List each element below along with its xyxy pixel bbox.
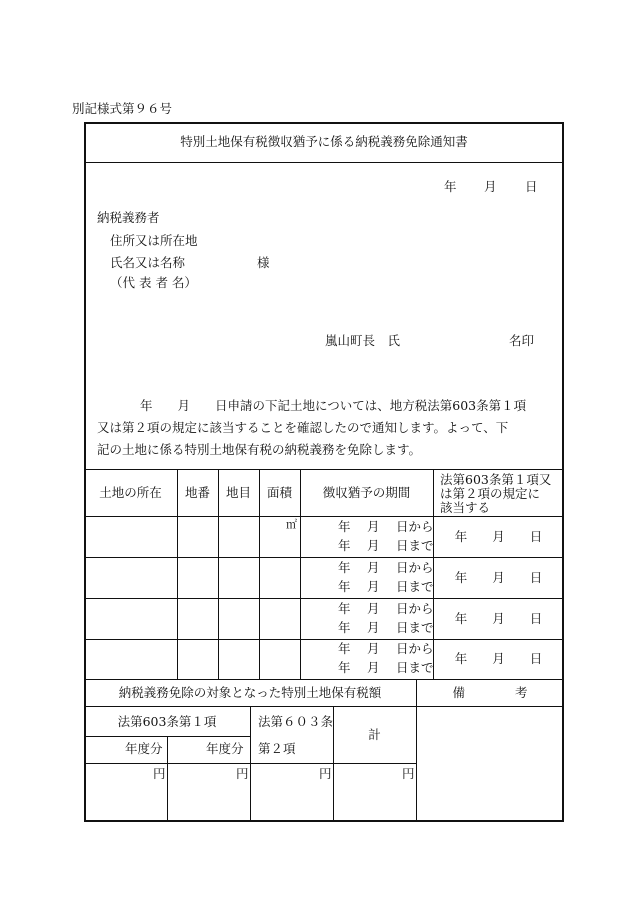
yen-unit: 円 bbox=[236, 766, 249, 781]
header-applicable-1: 法第603条第１項又 bbox=[440, 472, 552, 487]
article-603-2-line1: 法第６０３条 bbox=[258, 714, 334, 729]
header-deferral-period: 徴収猶予の期間 bbox=[322, 485, 411, 500]
date-year-label: 年 bbox=[444, 179, 457, 194]
table-rule bbox=[300, 469, 301, 679]
header-land-category: 地目 bbox=[225, 485, 251, 500]
header-lot-number: 地番 bbox=[184, 485, 210, 500]
date-month-label: 月 bbox=[484, 179, 497, 194]
article-603-2-line2: 第２項 bbox=[258, 741, 296, 756]
period-to: 年 月 日まで bbox=[338, 620, 434, 635]
period-to: 年 月 日まで bbox=[338, 538, 434, 553]
fiscal-year-a: 年度分 bbox=[125, 741, 163, 756]
total-header: 計 bbox=[368, 727, 381, 742]
body-line-2: 又は第２項の規定に該当することを確認したので通知します。よって、下 bbox=[97, 420, 509, 435]
table-rule bbox=[333, 706, 334, 822]
period-from: 年 月 日から bbox=[338, 601, 434, 616]
address-label: 住所又は所在地 bbox=[110, 233, 198, 248]
body-line-1: 年 月 日申請の下記土地については、地方税法第603条第１項 bbox=[140, 398, 527, 413]
fiscal-year-b: 年度分 bbox=[206, 741, 244, 756]
period-to: 年 月 日まで bbox=[338, 660, 434, 675]
table-rule bbox=[259, 469, 260, 679]
header-applicable-2: は第２項の規定に bbox=[440, 486, 541, 501]
area-unit: ㎡ bbox=[286, 518, 297, 531]
document-title: 特別土地保有税徴収猶予に係る納税義務免除通知書 bbox=[180, 134, 468, 149]
table-rule bbox=[84, 557, 564, 558]
table-rule bbox=[84, 469, 564, 470]
honorific-sama: 様 bbox=[257, 255, 270, 270]
name-label: 氏名又は名称 bbox=[110, 255, 186, 270]
table-rule bbox=[416, 679, 417, 822]
table-rule bbox=[84, 679, 564, 680]
table-rule bbox=[84, 706, 564, 707]
period-from: 年 月 日から bbox=[338, 560, 434, 575]
header-location: 土地の所在 bbox=[99, 485, 162, 500]
body-line-3: 記の土地に係る特別土地保有税の納税義務を免除します。 bbox=[97, 442, 422, 457]
yen-unit: 円 bbox=[153, 766, 166, 781]
header-applicable-3: 該当する bbox=[440, 500, 491, 515]
representative-label: （代 表 者 名） bbox=[110, 275, 197, 290]
taxpayer-heading: 納税義務者 bbox=[97, 210, 160, 225]
table-rule bbox=[250, 706, 251, 822]
table-rule bbox=[84, 639, 564, 640]
table-rule bbox=[84, 598, 564, 599]
yen-unit: 円 bbox=[402, 766, 415, 781]
divider bbox=[84, 162, 564, 163]
period-to: 年 月 日まで bbox=[338, 579, 434, 594]
applicable-date: 年 月 日 bbox=[454, 529, 543, 544]
yen-unit: 円 bbox=[319, 766, 332, 781]
table-rule bbox=[177, 469, 178, 679]
date-day-label: 日 bbox=[525, 179, 538, 194]
issuer-title: 嵐山町長 氏 bbox=[325, 333, 401, 348]
applicable-date: 年 月 日 bbox=[454, 611, 543, 626]
exemption-header: 納税義務免除の対象となった特別土地保有税額 bbox=[118, 685, 382, 700]
form-number: 別記様式第９６号 bbox=[72, 101, 173, 116]
period-from: 年 月 日から bbox=[338, 641, 434, 656]
article-603-1: 法第603条第１項 bbox=[117, 714, 217, 729]
table-rule bbox=[84, 516, 564, 517]
applicable-date: 年 月 日 bbox=[454, 570, 543, 585]
applicable-date: 年 月 日 bbox=[454, 651, 543, 666]
table-rule bbox=[167, 736, 168, 822]
table-rule bbox=[218, 469, 219, 679]
issuer-seal: 名印 bbox=[509, 333, 535, 348]
header-area: 面積 bbox=[266, 485, 292, 500]
period-from: 年 月 日から bbox=[338, 519, 434, 534]
remarks-header: 備 考 bbox=[452, 685, 528, 700]
